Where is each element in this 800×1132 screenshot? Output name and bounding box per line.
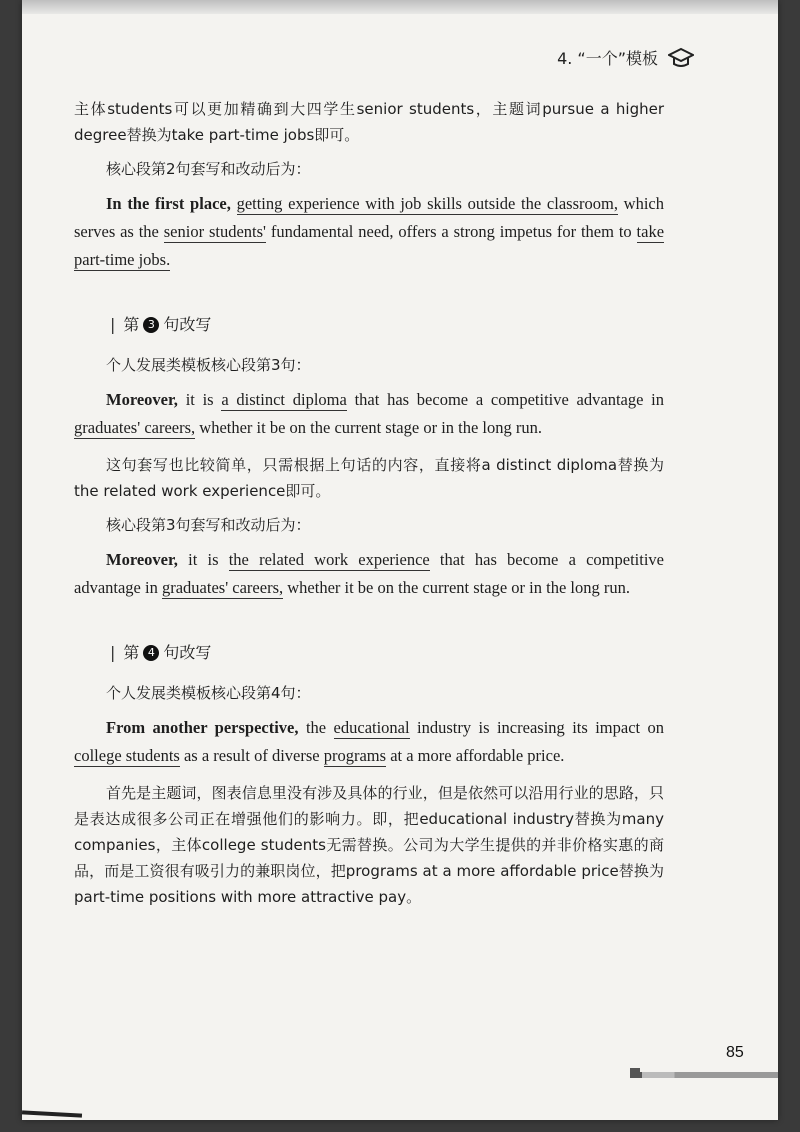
underlined-phrase: a distinct diploma: [221, 390, 347, 409]
sentence-text: which serves as the: [74, 194, 664, 241]
underlined-phrase: graduates' careers,: [161, 578, 284, 597]
page-body: [74, 96, 664, 918]
section-prefix: 第: [123, 315, 140, 334]
underlined-phrase: getting experience with job skills outside the classroom,: [236, 194, 618, 213]
graduation-cap-icon: [668, 47, 694, 69]
paragraph: 首先是主题词，图表信息里没有涉及具体的行业，但是依然可以沿用行业的思路，只是表达成很多公司正在增强他们的影响力。即，把educational industry替换为many companies，主体college students无需替换。公司为大学生提供的并非价格实惠的商品，而是工资很有吸引力的兼职岗位，把programs at a more affordable price替换为part-time positions with more attractive pay。: [74, 784, 664, 906]
sentence-text: it is: [185, 390, 214, 409]
sentence-text: whether it be on the current stage or in the long run.: [199, 418, 543, 437]
underlined-phrase: programs: [323, 746, 387, 765]
scan-edge: [22, 1110, 82, 1117]
section-title: 句改写: [163, 315, 212, 334]
page-number: 85: [726, 1044, 744, 1061]
section-number-badge: 4: [143, 645, 159, 661]
scan-top-shadow: [22, 0, 778, 14]
sentence-lead: Moreover,: [106, 550, 178, 569]
section-number-badge: 3: [143, 317, 159, 333]
paragraph: 核心段第2句套写和改动后为：: [106, 160, 311, 178]
running-header: [557, 46, 694, 69]
sentence-text: fundamental need, offers a strong impetus for them to: [270, 222, 632, 241]
paragraph: 这句套写也比较简单，只需根据上句话的内容，直接将a distinct diploma替换为the related work experience即可。: [74, 456, 664, 500]
sentence-text: it is: [188, 550, 219, 569]
sentence-text: as a result of diverse: [183, 746, 320, 765]
underlined-phrase: graduates' careers,: [74, 418, 196, 437]
footer-rule: [630, 1072, 778, 1078]
book-page: [22, 0, 778, 1120]
underlined-phrase: college students: [74, 746, 180, 765]
sample-sentence-2: [74, 190, 664, 274]
section-title: 句改写: [163, 643, 212, 662]
underlined-phrase: educational: [333, 718, 410, 737]
sentence-text: the: [305, 718, 327, 737]
underlined-phrase: take part-time jobs.: [74, 222, 665, 269]
sample-sentence-3-revised: [74, 546, 664, 602]
underlined-phrase: senior students': [163, 222, 267, 241]
sentence-lead: From another perspective,: [106, 718, 299, 737]
chapter-title: 4. “一个”模板: [557, 49, 658, 68]
paragraph: 个人发展类模板核心段第3句：: [106, 356, 311, 374]
sentence-lead: Moreover,: [106, 390, 178, 409]
section-prefix: 第: [123, 643, 140, 662]
paragraph: 主体students可以更加精确到大四学生senior students，主题词pursue a higher degree替换为take part-time jobs即可。: [74, 100, 664, 144]
sentence-text: industry is increasing its impact on: [417, 718, 665, 737]
paragraph: 个人发展类模板核心段第4句：: [106, 684, 311, 702]
sentence-text: that has become a competitive advantage in: [74, 550, 664, 597]
sentence-text: that has become a competitive advantage in: [354, 390, 665, 409]
paragraph: 核心段第3句套写和改动后为：: [106, 516, 311, 534]
sentence-lead: In the first place,: [106, 194, 231, 213]
sentence-text: whether it be on the current stage or in the long run.: [287, 578, 630, 597]
sentence-text: at a more affordable price.: [390, 746, 565, 765]
sample-sentence-3: [74, 386, 664, 442]
sample-sentence-4: [74, 714, 664, 770]
section-heading-4: | 第 4 句改写: [110, 640, 664, 666]
section-heading-3: | 第 3 句改写: [110, 312, 664, 338]
underlined-phrase: the related work experience: [228, 550, 430, 569]
